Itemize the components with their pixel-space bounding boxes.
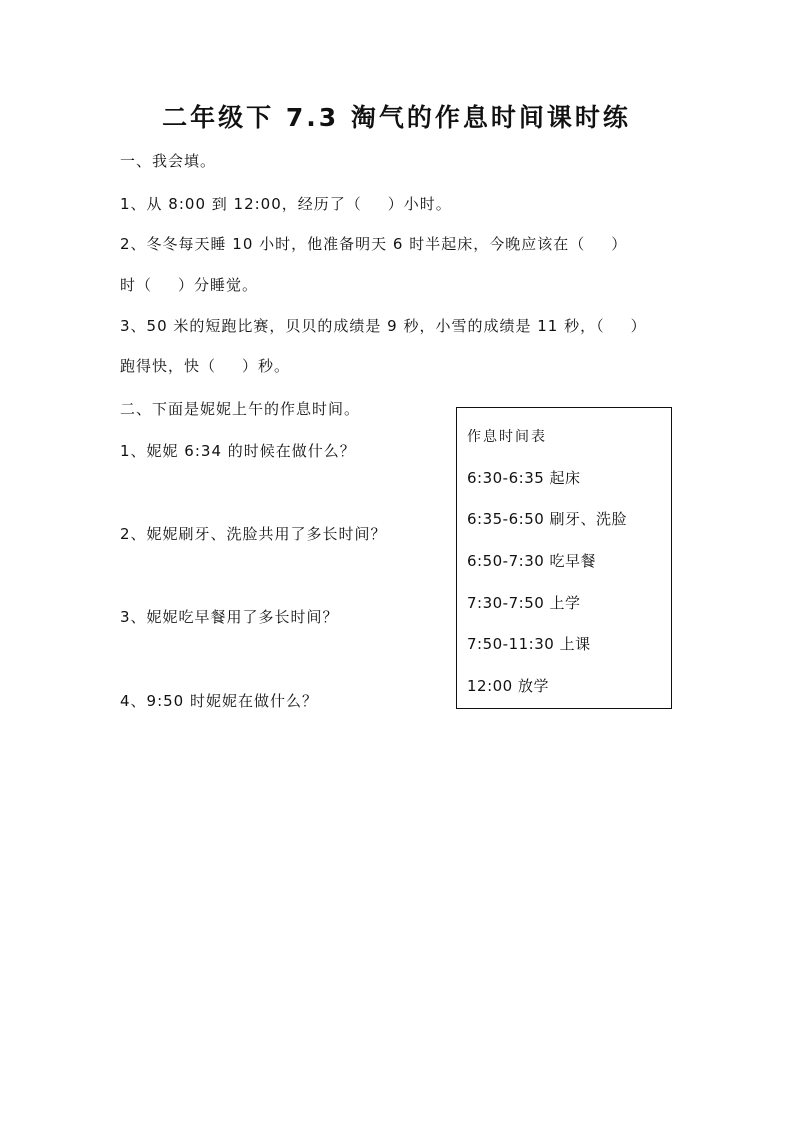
question-2-1: 1、妮妮 6:34 的时候在做什么？ bbox=[120, 442, 356, 460]
question-text: ） bbox=[611, 235, 628, 253]
question-text: ）分睡觉。 bbox=[178, 276, 259, 294]
schedule-box bbox=[456, 407, 672, 709]
schedule-item: 7:30-7:50 上学 bbox=[467, 594, 581, 612]
question-2-2: 2、妮妮刷牙、洗脸共用了多长时间？ bbox=[120, 525, 387, 543]
question-text: 2、冬冬每天睡 10 小时，他准备明天 6 时半起床，今晚应该在（ bbox=[120, 235, 586, 253]
schedule-item: 12:00 放学 bbox=[467, 677, 549, 695]
question-text: ）秒。 bbox=[242, 357, 291, 375]
question-1-2-line1 bbox=[120, 233, 627, 254]
schedule-title: 作息时间表 bbox=[467, 429, 547, 445]
schedule-item: 6:30-6:35 起床 bbox=[467, 469, 581, 487]
question-1-2-line2 bbox=[120, 274, 258, 295]
question-text: ）小时。 bbox=[387, 195, 452, 213]
question-1-3-line1 bbox=[120, 315, 647, 336]
question-text: 时（ bbox=[120, 276, 153, 294]
schedule-item: 6:50-7:30 吃早餐 bbox=[467, 552, 597, 570]
question-text: ） bbox=[630, 317, 647, 335]
schedule-item: 7:50-11:30 上课 bbox=[467, 635, 591, 653]
question-text: 1、从 8:00 到 12:00，经历了（ bbox=[120, 195, 362, 213]
question-text: 3、50 米的短跑比赛，贝贝的成绩是 9 秒，小雪的成绩是 11 秒，（ bbox=[120, 317, 605, 335]
question-2-3: 3、妮妮吃早餐用了多长时间？ bbox=[120, 608, 339, 626]
section1-heading: 一、我会填。 bbox=[120, 152, 217, 170]
question-1-3-line2 bbox=[120, 355, 290, 376]
section2-heading: 二、下面是妮妮上午的作息时间。 bbox=[120, 400, 361, 418]
question-text: 跑得快，快（ bbox=[120, 357, 217, 375]
question-2-4: 4、9:50 时妮妮在做什么？ bbox=[120, 692, 318, 710]
schedule-item: 6:35-6:50 刷牙、洗脸 bbox=[467, 510, 628, 528]
page-title: 二年级下 7.3 淘气的作息时间课时练 bbox=[162, 103, 631, 132]
question-1-1 bbox=[120, 193, 452, 214]
